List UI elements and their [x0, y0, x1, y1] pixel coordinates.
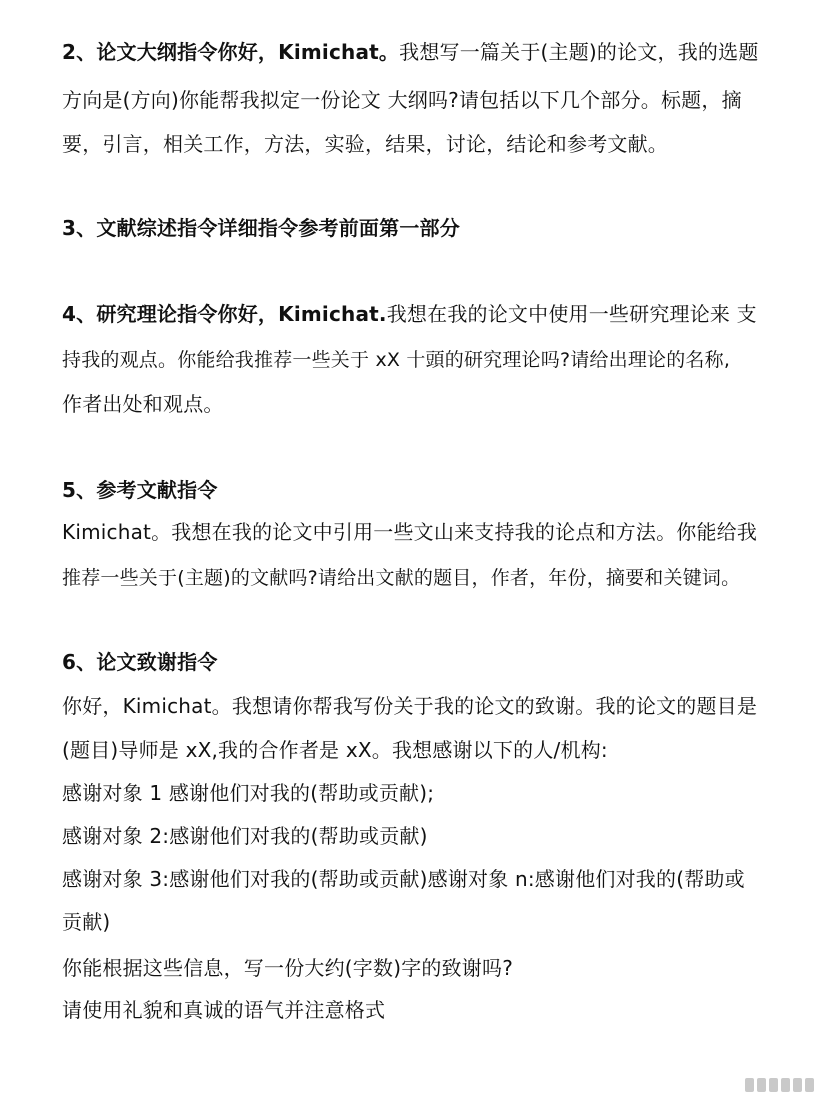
section-4-line-1 — [62, 300, 757, 328]
section-4-text: 我想在我的论文中使用一些研究理论来 支 — [386, 302, 757, 326]
section-2-text: 我想写一篇关于(主题)的论文，我的选题 — [399, 40, 759, 64]
section-6-line-2: (题目)导师是 xX,我的合作者是 xX。我想感谢以下的人/机构: — [62, 738, 608, 762]
watermark-mark — [745, 1078, 814, 1092]
section-3-heading: 3、文献综述指令详细指令参考前面第一部分 — [62, 216, 460, 240]
section-6-line-8: 请使用礼貌和真诚的语气并注意格式 — [62, 998, 386, 1022]
section-6-line-3: 感谢对象 1 感谢他们对我的(帮助或贡献); — [62, 781, 435, 805]
section-2-line-3: 要，引言，相关工作，方法，实验，结果，讨论，结论和参考文献。 — [62, 132, 668, 156]
section-6-line-5: 感谢对象 3:感谢他们对我的(帮助或贡献)感谢对象 n:感谢他们对我的(帮助或 — [62, 867, 745, 891]
section-5-heading: 5、参考文献指令 — [62, 478, 218, 502]
section-2-line-1 — [62, 38, 759, 66]
section-4-line-2: 持我的观点。你能给我推荐一些关于 xX 十頭的研究理论吗?请给出理论的名称, — [62, 349, 731, 371]
section-6-heading: 6、论文致谢指令 — [62, 650, 218, 674]
section-6-line-4: 感谢对象 2:感谢他们对我的(帮助或贡献) — [62, 824, 428, 848]
section-6-line-6: 贡献) — [62, 910, 111, 934]
section-6-line-7: 你能根据这些信息，写一份大约(字数)字的致谢吗? — [62, 956, 514, 980]
section-6-line-1: 你好，Kimichat。我想请你帮我写份关于我的论文的致谢。我的论文的题目是 — [62, 694, 758, 718]
section-2-heading: 2、论文大纲指令你好，Kimichat。 — [62, 40, 400, 64]
section-2-line-2: 方向是(方向)你能帮我拟定一份论文 大纲吗?请包括以下几个部分。标题，摘 — [62, 88, 742, 112]
section-5-line-2: 推荐一些关于(主题)的文献吗?请给出文献的题目，作者，年份，摘要和关键词。 — [62, 567, 741, 589]
section-4-heading: 4、研究理论指令你好，Kimichat. — [62, 302, 387, 326]
section-5-line-1: Kimichat。我想在我的论文中引用一些文山来支持我的论点和方法。你能给我 — [62, 520, 758, 544]
section-4-line-3: 作者出处和观点。 — [62, 392, 224, 416]
